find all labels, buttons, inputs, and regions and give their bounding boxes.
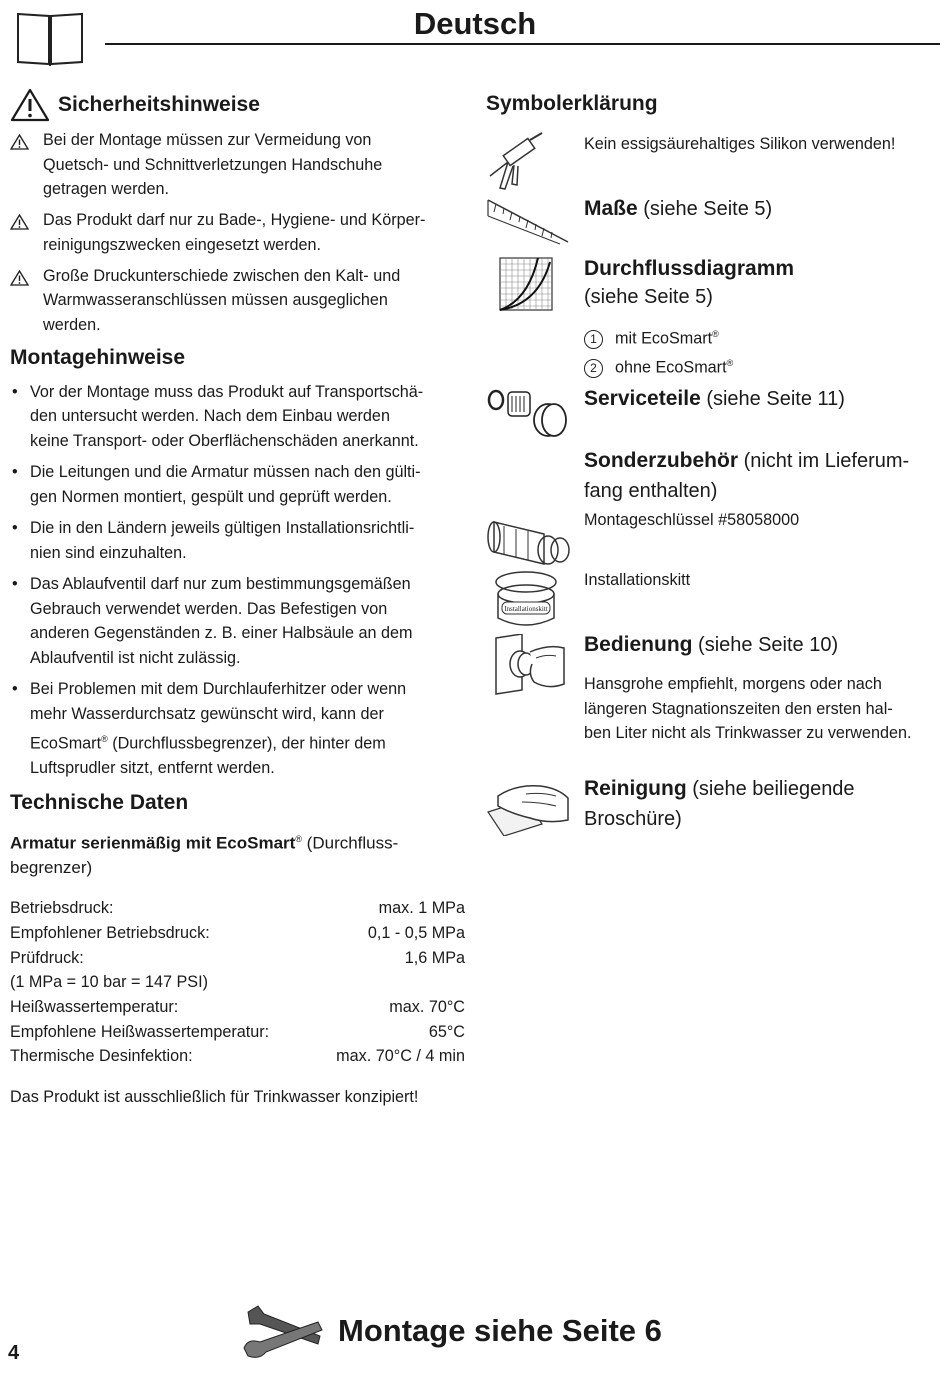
assembly-list [10,380,465,781]
spec-row: Heißwassertemperatur: max. 70°C [10,997,465,1016]
spec-row: Betriebsdruck: max. 1 MPa [10,899,465,918]
installation-putty-label: Installationskitt [584,571,691,589]
symbols-heading: Symbolerklärung [486,92,658,115]
assembly-item [10,572,465,671]
safety-line: Bei der Montage müssen zur Vermeidung von [43,131,372,149]
mounting-key-icon [486,504,576,574]
assembly-line: EcoSmart® (Durchflussbegrenzer), der hinter dem [30,733,386,753]
right-column [486,88,941,848]
dimensions-label: Maße (siehe Seite 5) [584,197,773,220]
safety-heading: Sicherheitshinweise [58,93,260,116]
drinking-water-note: Das Produkt ist ausschließlich für Trinkwasser konzipiert! [10,1088,419,1107]
assembly-line: nien sind einzuhalten. [30,543,187,562]
flow-legend-1: 1 mit EcoSmart® [584,322,944,351]
assembly-item [10,460,465,509]
circled-number-1: 1 [584,330,603,349]
flow-chart-icon [498,256,554,312]
assembly-line: • Die in den Ländern jeweils gültigen Installationsrichtli- [30,519,415,538]
flow-diagram-label: Durchflussdiagramm (siehe Seite 5) 1 mit EcoSmart® 2 ohne EcoSmart® [584,254,944,380]
mounting-key-part: Montageschlüssel #58058000 [584,511,800,529]
hand-operation-icon [490,634,566,700]
assembly-line: anderen Gegenständen z. B. einer Halbsäule an dem [30,624,413,643]
manual-book-icon [15,10,85,68]
assembly-line: • Bei Problemen mit dem Durchlauferhitzer oder wenn [30,680,407,699]
spec-row: Empfohlener Betriebsdruck: 0,1 - 0,5 MPa [10,923,465,942]
warning-icon [10,88,50,122]
assembly-reference-title: Montage siehe Seite 6 [338,1313,662,1348]
safety-line: Quetsch- und Schnittverletzungen Handschuhe [43,155,383,174]
safety-line: getragen werden. [43,180,169,199]
warning-icon [10,134,29,150]
assembly-line: • Die Leitungen und die Armatur müssen nach den gülti- [30,463,421,482]
tech-specs-table [10,896,465,1069]
left-column [10,88,465,1110]
assembly-line: mehr Wasserdurchsatz gewünscht wird, kann der [30,705,384,724]
silicone-note: Kein essigsäurehaltiges Silikon verwenden! [584,135,896,153]
safety-line: reinigungszwecken eingesetzt werden. [43,235,322,254]
assembly-line: • Das Ablaufventil darf nur zum bestimmungsgemäßen [30,575,411,594]
spec-row: Prüfdruck: 1,6 MPa [10,948,465,967]
safety-line: Große Druckunterschiede zwischen den Kalt- und [43,266,401,285]
safety-section-header [10,88,465,122]
assembly-line: keine Transport- oder Oberflächenschäden anerkannt. [30,432,419,451]
assembly-item [10,516,465,565]
assembly-item [10,677,465,780]
safety-item [10,128,465,202]
safety-line: werden. [43,315,101,334]
tools-icon [242,1302,327,1360]
assembly-line: gen Normen montiert, gespült und geprüft werden. [30,487,392,506]
assembly-line: Ablaufventil ist nicht zulässig. [30,649,241,668]
safety-item [10,264,465,338]
flow-legend-2: 2 ohne EcoSmart® [584,351,944,380]
service-parts-icon [486,384,576,444]
tech-heading: Technische Daten [10,791,189,815]
putty-can-label: Installationskitt [504,605,548,613]
safety-line: Das Produkt darf nur zu Bade-, Hygiene- und Körper- [43,211,426,230]
cleaning-hand-icon [486,780,572,836]
assembly-heading: Montagehinweise [10,345,186,369]
assembly-line: Gebrauch verwendet werden. Das Befestigen von [30,599,388,618]
language-title: Deutsch [413,6,537,41]
warning-icon [10,214,29,230]
safety-line: Warmwasseranschlüssen müssen ausgeglichen [43,291,388,310]
header-rule [105,43,940,45]
safety-item [10,208,465,257]
special-accessory-label: Sonderzubehör (nicht im Lieferum- fang enthalten) Montageschlüssel #58058000 [584,446,944,533]
spec-row: Thermische Desinfektion: max. 70°C / 4 min [10,1047,465,1066]
assembly-item [10,380,465,454]
page-number: 4 [8,1342,20,1364]
assembly-line: Luftsprudler sitzt, entfernt werden. [30,758,275,777]
spec-row: Empfohlene Heißwassertemperatur: 65°C [10,1022,465,1041]
silicone-gun-icon [486,132,548,194]
service-parts-label: Serviceteile (siehe Seite 11) [584,387,845,410]
warning-icon [10,270,29,286]
ruler-icon [486,194,570,246]
safety-list [10,128,465,338]
operation-text: Hansgrohe empfiehlt, morgens oder nach längeren Stagnationszeiten den ersten hal- ben Liter nicht als Trinkwasser zu verwenden. [584,675,912,743]
operation-label: Bedienung (siehe Seite 10) [584,633,839,656]
circled-number-2: 2 [584,359,603,378]
cleaning-label: Reinigung (siehe beiliegende Broschüre) [584,777,855,830]
assembly-line: • Vor der Montage muss das Produkt auf Transportschä- [30,382,424,401]
putty-can-icon [492,568,562,632]
spec-row: (1 MPa = 10 bar = 147 PSI) [10,973,208,992]
tech-subheading: Armatur serienmäßig mit EcoSmart® (Durchfluss- begrenzer) [10,833,399,878]
assembly-line: den untersucht werden. Nach dem Einbau werden [30,407,390,426]
